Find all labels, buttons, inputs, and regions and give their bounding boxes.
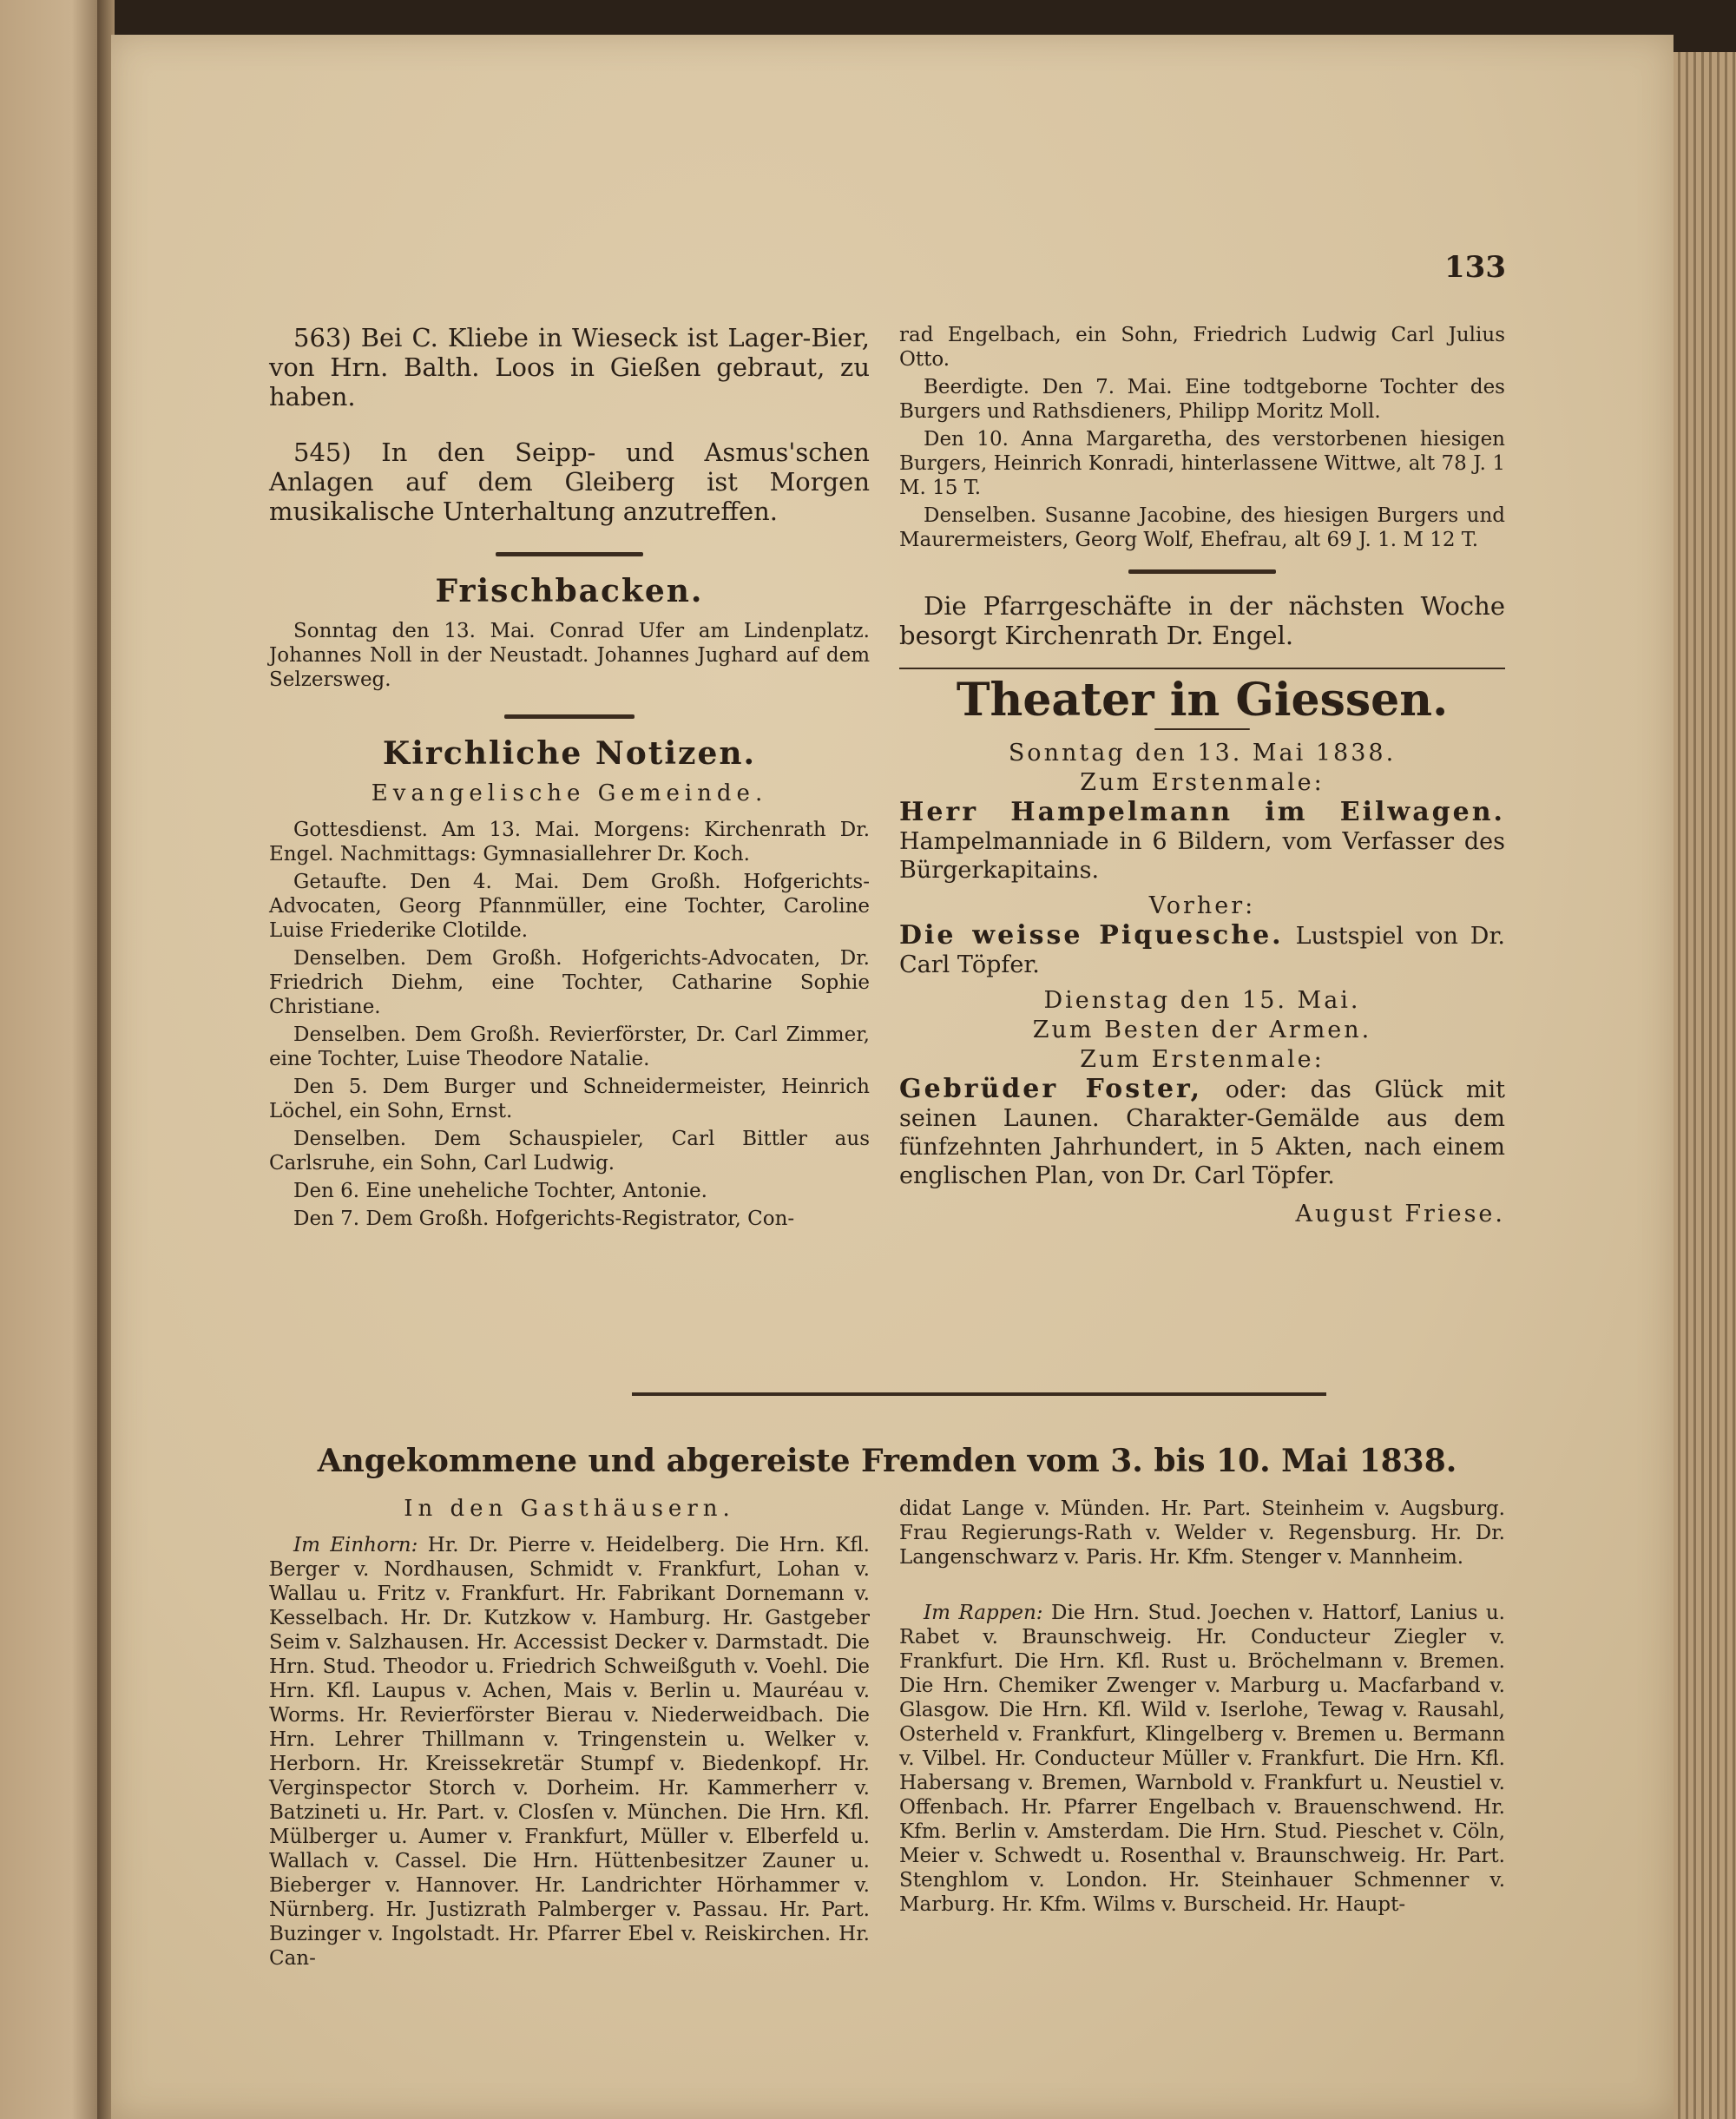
getaufte-entry: Getaufte. Den 4. Mai. Dem Großh. Hofgerichts-Advocaten, Georg Pfannmüller, eine Tochter, Caroline Luise Friederike Clotilde. <box>269 871 870 942</box>
denselben-entry-2: Denselben. Dem Großh. Revierförster, Dr. Carl Zimmer, eine Tochter, Luise Theodore Natalie. <box>269 1023 870 1070</box>
play-2-title: Die weisse Piquesche. <box>899 920 1284 951</box>
beerdigte-entry: Beerdigte. Den 7. Mai. Eine todtgeborne Tochter des Burgers und Rathsdieners, Philipp Moritz Moll. <box>899 376 1505 423</box>
rappen-entry <box>899 1601 1505 1917</box>
first-time-label-1: Zum Erstenmale: <box>1080 769 1325 796</box>
arrivals-divider <box>632 1392 1326 1396</box>
play-3-description: oder: das Glück mit seinen Launen. Charakter-Gemälde aus dem fünfzehnten Jahrhundert, in 5 Akten, nach einem englischen Plan, von Dr. Carl Töpfer. <box>899 1076 1505 1189</box>
section-divider <box>504 714 635 719</box>
frischbacken-text: Sonntag den 13. Mai. Conrad Ufer am Lindenplatz. Johannes Noll in der Neustadt. Johannes Jughard auf dem Selzersweg. <box>269 620 870 691</box>
play-3 <box>899 1075 1505 1190</box>
continuation-entry: rad Engelbach, ein Sohn, Friedrich Ludwig Carl Julius Otto. <box>899 324 1505 371</box>
section-divider <box>496 552 643 556</box>
benefit-label: Zum Besten der Armen. <box>1032 1017 1372 1043</box>
arrivals-title: Angekommene und abgereiste Fremden vom 3. bis 10. Mai 1838. <box>317 1443 1457 1479</box>
denselben-entry-1: Denselben. Dem Großh. Hofgerichts-Advocaten, Dr. Friedrich Diehm, eine Tochter, Catharine Sophie Christiane. <box>269 947 870 1018</box>
frischbacken-heading: Frischbacken. <box>435 573 704 609</box>
theater-signature: August Friese. <box>1295 1201 1505 1227</box>
den-6-entry: Den 6. Eine uneheliche Tochter, Antonie. <box>293 1180 707 1202</box>
denselben-burial-entry: Denselben. Susanne Jacobine, des hiesigen Burgers und Maurermeisters, Georg Wolf, Ehefrau, alt 69 J. 1. M 12 T. <box>899 504 1505 551</box>
play-3-title: Gebrüder Foster, <box>899 1074 1203 1104</box>
rappen-text: Die Hrn. Stud. Joechen v. Hattorf, Lanius u. Rabet v. Braunschweig. Hr. Conducteur Ziegler v. Frankfurt. Die Hrn. Kfl. Rust u. Bröchelmann v. Bremen. Die Hrn. Chemiker Zwenger v. Marburg u. Macfarband v. Glasgow. Die Hrn. Kfl. Wild v. Iserlohe, Tewag v. Rausahl, Osterheld v. Frankfurt, Klingelberg v. Bremen u. Bermann v. Vilbel. Hr. Conducteur Müller v. Frankfurt. Die Hrn. Kfl. Habersang v. Bremen, Warnbold v. Frankfurt u. Neustiel v. Offenbach. Hr. Pfarrer Engelbach v. Brauenschwend. Hr. Kfm. Berlin v. Amsterdam. Die Hrn. Stud. Pieschet v. Cöln, Meier v. Schwedt u. Rosenthal v. Braunschweig. Hr. Part. Stenghlom v. London. Hr. Steinhauer Schmenner v. Marburg. Hr. Kfm. Wilms v. Burscheid. Hr. Haupt- <box>899 1602 1505 1916</box>
den-5-entry: Den 5. Dem Burger und Schneidermeister, Heinrich Löchel, ein Sohn, Ernst. <box>269 1076 870 1122</box>
gottesdienst-entry: Gottesdienst. Am 13. Mai. Morgens: Kirchenrath Dr. Engel. Nachmittags: Gymnasiallehrer Dr. Koch. <box>269 819 870 865</box>
left-column <box>269 323 870 1234</box>
einhorn-entry <box>269 1533 870 1971</box>
theater-title: Theater in Giessen. <box>956 674 1449 727</box>
pfarrgeschaefte-notice: Die Pfarrgeschäfte in der nächsten Woche besorgt Kirchenrath Dr. Engel. <box>899 591 1505 650</box>
vorher-label: Vorher: <box>1148 892 1256 919</box>
den-7-entry: Den 7. Dem Großh. Hofgerichts-Registrator, Con- <box>293 1208 795 1230</box>
gasthaeuser-heading: In den Gasthäusern. <box>404 1496 735 1522</box>
play-2 <box>899 921 1505 979</box>
right-column <box>899 323 1505 1227</box>
left-page-edge <box>0 0 102 2119</box>
kirchliche-heading: Kirchliche Notizen. <box>382 735 757 772</box>
play-1 <box>899 798 1505 885</box>
evangelische-heading: Evangelische Gemeinde. <box>371 780 768 806</box>
notice-563: 563) Bei C. Kliebe in Wieseck ist Lager-Bier, von Hrn. Balth. Loos in Gießen gebraut, zu haben. <box>269 323 870 411</box>
first-time-label-2: Zum Erstenmale: <box>1080 1046 1325 1073</box>
section-rule <box>899 668 1505 669</box>
rappen-label: Im Rappen: <box>924 1602 1043 1624</box>
theater-divider <box>1154 728 1250 730</box>
einhorn-text: Hr. Dr. Pierre v. Heidelberg. Die Hrn. Kfl. Berger v. Nordhausen, Schmidt v. Frankfurt, Lohan v. Wallau u. Fritz v. Frankfurt. Hr. Fabrikant Dornemann v. Kesselbach. Hr. Dr. Kutzkow v. Hamburg. Hr. Gastgeber Seim v. Salzhausen. Hr. Accessist Decker v. Darmstadt. Die Hrn. Stud. Theodor u. Friedrich Schweißguth v. Voehl. Die Hrn. Kfl. Laupus v. Achen, Mais v. Berlin u. Mauréau v. Worms. Hr. Revierförster Bierau v. Niederweidbach. Die Hrn. Lehrer Thillmann v. Tringenstein u. Welker v. Herborn. Hr. Kreissekretär Stumpf v. Biedenkopf. Hr. Verginspector Storch v. Dorheim. Hr. Kammerherr v. Batzineti u. Hr. Part. v. Closſen v. München. Die Hrn. Kfl. Mülberger u. Aumer v. Frankfurt, Müller v. Elberfeld u. Wallach v. Cassel. Die Hrn. Hüttenbesitzer Zauner u. Bieberger v. Hannover. Hr. Landrichter Hörhammer v. Nürnberg. Hr. Justizrath Palmberger v. Passau. Hr. Part. Buzinger v. Ingolstadt. Hr. Pfarrer Ebel v. Reiskirchen. Hr. Can- <box>269 1534 870 1970</box>
arrivals-left-column <box>269 1497 870 1974</box>
section-divider <box>1128 569 1276 574</box>
arrivals-right-column <box>899 1497 1505 1920</box>
play-1-title: Herr Hampelmann im Eilwagen. <box>899 797 1505 827</box>
einhorn-label: Im Einhorn: <box>293 1534 418 1556</box>
den-10-entry: Den 10. Anna Margaretha, des verstorbenen hiesigen Burgers, Heinrich Konradi, hinterlassene Wittwe, alt 78 J. 1 M. 15 T. <box>899 428 1505 499</box>
play-2-description: Lustspiel von Dr. Carl Töpfer. <box>899 923 1505 978</box>
page-number: 133 <box>1444 250 1506 285</box>
arrivals-continuation: didat Lange v. Münden. Hr. Part. Steinheim v. Augsburg. Frau Regierungs-Rath v. Welder v. Regensburg. Hr. Dr. Langenschwarz v. Paris. Hr. Kfm. Stenger v. Mannheim. <box>899 1497 1505 1569</box>
theater-date-2: Dienstag den 15. Mai. <box>1043 987 1361 1014</box>
theater-date-1: Sonntag den 13. Mai 1838. <box>1008 740 1397 767</box>
notice-545: 545) In den Seipp- und Asmus'schen Anlagen auf dem Gleiberg ist Morgen musikalische Unterhaltung anzutreffen. <box>269 438 870 526</box>
denselben-entry-3: Denselben. Dem Schauspieler, Carl Bittler aus Carlsruhe, ein Sohn, Carl Ludwig. <box>269 1128 870 1175</box>
play-1-description: Hampelmanniade in 6 Bildern, vom Verfasser des Bürgerkapitains. <box>899 828 1505 884</box>
